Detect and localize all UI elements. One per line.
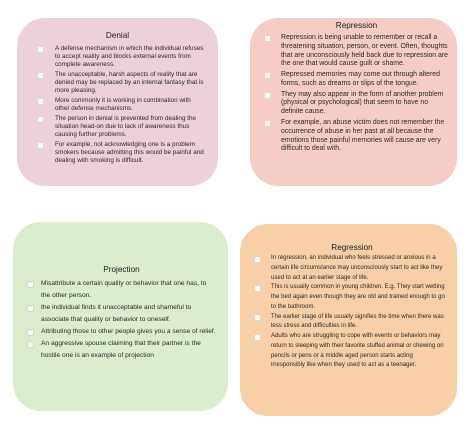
regression-list — [254, 254, 448, 371]
list-item — [254, 313, 448, 333]
list-item-text: Misattribute a certain quality or behavior that one has, to the other person. — [41, 280, 207, 299]
list-item — [37, 71, 206, 95]
list-item — [37, 97, 206, 113]
list-item — [37, 115, 206, 139]
denial-list — [37, 45, 206, 164]
list-item — [264, 91, 449, 117]
square-bullet-icon — [264, 92, 271, 99]
list-item — [27, 278, 216, 302]
square-bullet-icon — [254, 334, 261, 341]
list-item-text: A defense mechanism in which the individual refuses to accept reality and blocks external events from complete awareness. — [55, 45, 204, 68]
repression-title: Repression — [335, 21, 378, 30]
square-bullet-icon — [37, 98, 44, 105]
list-item-text: The person in denial is prevented from dealing the situation head-on due to lack of awareness thus causing further problems. — [55, 114, 197, 138]
regression-title: Regression — [331, 243, 373, 252]
denial-card — [17, 18, 218, 186]
list-item — [37, 45, 206, 69]
square-bullet-icon — [264, 72, 271, 79]
projection-title: Projection — [103, 265, 140, 274]
list-item-text: An aggressive spouse claiming that their partner is the hostile one is an example of projection — [41, 340, 201, 359]
square-bullet-icon — [27, 329, 34, 336]
list-item-text: More commonly it is working in combination with other defense mechanisms. — [55, 96, 191, 112]
list-item-text: The unacceptable, harsh aspects of reality that are denied may be replaced by an internal fantasy that is more pleasing. — [55, 70, 204, 94]
square-bullet-icon — [37, 142, 44, 149]
list-item — [264, 71, 449, 89]
list-item — [27, 338, 216, 362]
list-item — [27, 302, 216, 326]
square-bullet-icon — [264, 120, 271, 127]
projection-card — [13, 222, 228, 411]
square-bullet-icon — [254, 314, 261, 321]
square-bullet-icon — [37, 46, 44, 53]
square-bullet-icon — [254, 256, 261, 263]
repression-card — [250, 18, 457, 186]
list-item-text: For example, not acknowledging one is a problem smokers because admitting this would be painful and dealing with smoking is difficult. — [55, 140, 204, 164]
list-item — [37, 141, 206, 165]
list-item-text: They may also appear in the form of another problem (physical or psychological) that seem to have no definite cause. — [281, 90, 444, 116]
list-item-text: This is usually common in young children. E.g. They start wetting the bed again even though they are old and trained enough to go to the bathroom. — [271, 284, 445, 310]
list-item-text: The earlier stage of life usually signifies the time when there was less stress and difficulties in life. — [271, 313, 444, 330]
square-bullet-icon — [254, 285, 261, 292]
denial-title: Denial — [105, 31, 130, 40]
list-item-text: Adults who are struggling to cope with events or behaviors may return to sleeping with their favorite stuffed animal or chewing on pencils or pens or a middle aged person starts acting irresponsibly like when they used to act as a teenager. — [271, 333, 444, 369]
list-item — [264, 34, 449, 69]
list-item — [254, 332, 448, 371]
square-bullet-icon — [37, 72, 44, 79]
list-item-text: Repressed memories may come out through altered forms, such as dreams or slips of the tongue. — [281, 71, 440, 87]
list-item-text: Attributing those to other people gives you a sense of relief. — [41, 328, 216, 335]
square-bullet-icon — [37, 116, 44, 123]
list-item-text: For example, an abuse victim does not remember the occurrence of abuse in her past at all because the emotions those painful memories will cause are very difficult to deal with. — [281, 119, 445, 153]
square-bullet-icon — [27, 281, 34, 288]
list-item — [264, 119, 449, 154]
list-item — [254, 254, 448, 283]
list-item-text: In regression, an individual who feels stressed or anxious in a certain life circumstance may unconsciously start to act like they used to act at an earlier stage of life. — [271, 255, 443, 281]
list-item — [27, 326, 216, 338]
square-bullet-icon — [27, 341, 34, 348]
list-item-text: the individual finds it unacceptable and shameful to associate that quality or behavior to oneself. — [41, 304, 192, 323]
repression-list — [264, 34, 449, 154]
list-item-text: Repression is being unable to remember or recall a threatening situation, person, or event. Often, thoughts that are unconsciously held back due to repression are the one that would cause guilt or shame. — [281, 34, 449, 68]
projection-list — [27, 278, 216, 362]
square-bullet-icon — [27, 305, 34, 312]
regression-card — [240, 224, 457, 416]
list-item — [254, 283, 448, 312]
square-bullet-icon — [264, 35, 271, 42]
